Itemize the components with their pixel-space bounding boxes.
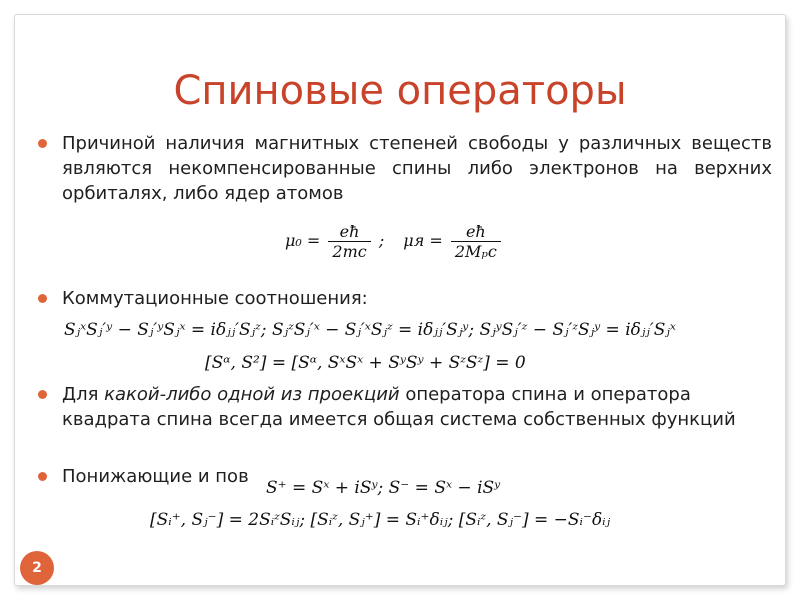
fraction-2-numerator: eħ [451, 222, 501, 242]
bullet-text-3 [62, 382, 762, 432]
bullet-text-2: Коммутационные соотношения: [62, 288, 368, 309]
bullet-marker [38, 294, 47, 303]
bullet-text-1: Причиной наличия магнитных степеней свободы у различных веществ являются некомпенсированные спины либо электронов на верхних орбиталях, либо ядер атомов [62, 133, 772, 204]
bullet-3-text-italic: какой-либо одной из проекций [104, 384, 400, 405]
bullet-marker [38, 139, 47, 148]
bullet-3-text-after: оператора спина и оператора квадрата спина всегда имеется общая система собственных функций [62, 384, 736, 430]
ladder-formula: S⁺ = Sˣ + iSʸ; S⁻ = Sˣ − iSʸ [262, 478, 504, 498]
fraction-1-numerator: eħ [328, 222, 370, 242]
slide-title: Спиновые операторы [173, 68, 627, 114]
bullet-marker [38, 472, 47, 481]
commutation-formula: SⱼˣSⱼ′ʸ − Sⱼ′ʸSⱼˣ = iδⱼⱼ′Sⱼᶻ; SⱼᶻSⱼ′ˣ − Sⱼ′ˣSⱼᶻ = iδⱼⱼ′Sⱼʸ; SⱼʸSⱼ′ᶻ − Sⱼ′ᶻSⱼʸ = iδⱼⱼ′Sⱼˣ [64, 320, 676, 340]
ladder-commutator-formula: [Sᵢ⁺, Sⱼ⁻] = 2SᵢᶻSᵢⱼ; [Sᵢᶻ, Sⱼ⁺] = Sᵢ⁺δᵢⱼ; [Sᵢᶻ, Sⱼ⁻] = −Sᵢ⁻δᵢⱼ [150, 510, 611, 530]
fraction-1-denominator: 2mc [332, 242, 367, 261]
fraction-2 [451, 222, 501, 261]
casimir-formula: [Sᵅ, S²] = [Sᵅ, SˣSˣ + SʸSʸ + SᶻSᶻ] = 0 [205, 353, 526, 373]
page-number-badge: 2 [20, 551, 54, 585]
magneton-formula [285, 222, 504, 261]
bullet-3-text-before: Для [62, 384, 105, 405]
formula-separator: ; [378, 231, 385, 250]
fraction-1 [328, 222, 370, 261]
fraction-2-denominator: 2Mₚc [454, 242, 497, 261]
bullet-text-4: Понижающие и пов [62, 466, 249, 487]
mu0-label: μ₀ = [285, 231, 321, 250]
mu-ya-label: μя = [403, 231, 443, 250]
bullet-marker [38, 390, 47, 399]
